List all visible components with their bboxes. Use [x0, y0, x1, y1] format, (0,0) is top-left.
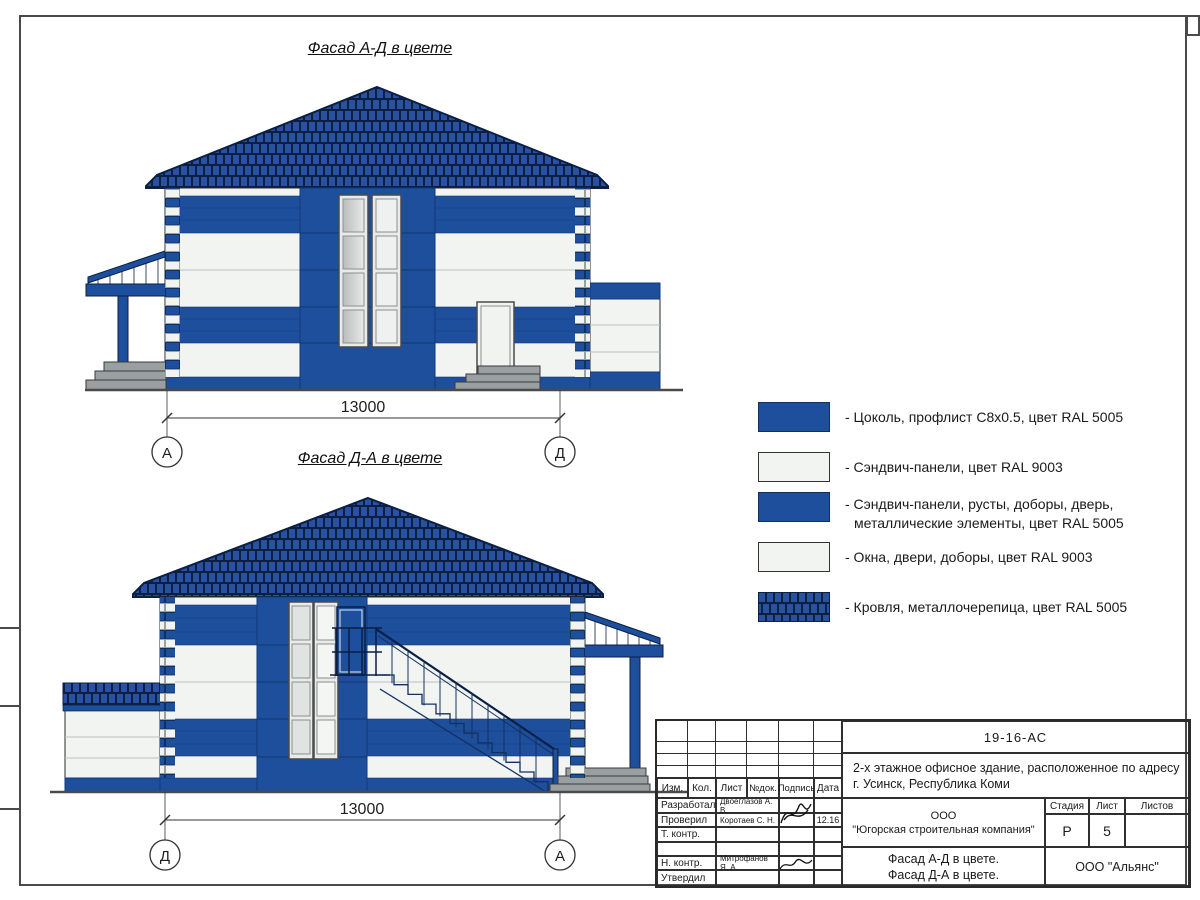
facade1-rusts-left	[165, 188, 180, 377]
legend-label: - Кровля, металлочерепица, цвет RAL 5005	[845, 599, 1128, 615]
facade1-drawing	[75, 75, 690, 475]
col-header-podpis: Подпись	[779, 778, 814, 798]
stage-label: Стадия	[1045, 798, 1089, 814]
legend-label: - Окна, двери, доборы, цвет RAL 9003	[845, 549, 1093, 565]
svg-text:Д: Д	[554, 445, 566, 462]
col-header-list: Лист	[716, 778, 747, 798]
facade2-axis-left	[150, 840, 180, 870]
sig-cell	[779, 827, 814, 842]
sig-cell	[779, 870, 814, 886]
legend-swatch-white	[758, 452, 830, 482]
role-utverdil: Утвердил	[657, 870, 716, 886]
col-header-data: Дата	[814, 778, 842, 798]
date-cell	[814, 870, 842, 886]
facade1-roof	[146, 87, 608, 188]
description-line2: г. Усинск, Республика Коми	[853, 776, 1010, 791]
role-razrabotal: Разработал	[657, 798, 716, 813]
signature-scrawl	[778, 798, 815, 828]
legend-item	[758, 492, 1178, 536]
name-proveril: Коротаев С. Н.	[716, 813, 779, 827]
facade2-rusts-right	[570, 597, 585, 778]
legend-label-line2: металлические элементы, цвет RAL 5005	[854, 515, 1124, 531]
date-cell	[814, 842, 842, 856]
legend-swatch-roof-pattern	[758, 592, 830, 622]
svg-text:А: А	[161, 445, 173, 462]
legend-label: - Цоколь, профлист С8х0.5, цвет RAL 5005	[845, 409, 1124, 425]
sig-cell	[779, 842, 814, 856]
legend-swatch-white	[758, 542, 830, 572]
facade1-porch	[86, 251, 170, 390]
facade2-dimension-label: 13000	[339, 801, 385, 818]
date-cell	[814, 827, 842, 842]
col-header-ndok: №док.	[747, 778, 779, 798]
company-line2: "Югорская строительная компания"	[852, 823, 1035, 836]
title-block	[655, 719, 1191, 888]
legend-item	[758, 452, 1178, 482]
subject-line1: Фасад А-Д в цвете.	[887, 851, 1000, 866]
legend-label: - Сэндвич-панели, русты, доборы, дверь,	[845, 496, 1114, 512]
facade1-rusts-right	[575, 188, 590, 377]
legend-swatch-blue	[758, 492, 830, 522]
legend-label: - Сэндвич-панели, цвет RAL 9003	[845, 459, 1063, 475]
name-cell	[716, 827, 779, 842]
facade1-axis-right	[545, 437, 575, 467]
col-header-kol: Кол.	[688, 778, 716, 798]
subject-line2: Фасад Д-А в цвете.	[887, 867, 1000, 882]
col-header-izm: Изм.	[657, 778, 688, 798]
legend-item	[758, 592, 1178, 622]
facade1-window-left	[339, 195, 368, 347]
sheets-value	[1125, 814, 1189, 847]
facade2-roof	[133, 498, 603, 597]
facade2-title: Фасад Д-А в цвете	[297, 450, 443, 467]
revision-grid	[657, 721, 842, 778]
contractor-company: ООО "Альянс"	[1045, 847, 1189, 886]
signature-scrawl	[778, 857, 815, 872]
svg-text:А: А	[554, 848, 566, 865]
facade2-annex	[63, 683, 162, 792]
facade1-dimension-label: 13000	[340, 399, 386, 416]
facade2-window-right	[314, 602, 338, 759]
legend-item	[758, 402, 1178, 432]
sheet-value: 5	[1089, 814, 1125, 847]
facade1-axis-left	[152, 437, 182, 467]
date-proveril: 12.16	[814, 813, 842, 827]
facade1-title: Фасад А-Д в цвете	[307, 40, 453, 57]
left-margin-tick	[0, 627, 19, 629]
date-cell	[814, 856, 842, 870]
role-t-kontr: Т. контр.	[657, 827, 716, 842]
role-proveril: Проверил	[657, 813, 716, 827]
company-line1: ООО	[930, 809, 957, 822]
name-n-kontr: Митрофанов Я. А.	[716, 856, 779, 870]
facade1-annex	[590, 283, 660, 390]
stage-value: Р	[1045, 814, 1089, 847]
sheets-label: Листов	[1125, 798, 1189, 814]
facade2-stair-door	[337, 607, 365, 675]
sheet-label: Лист	[1089, 798, 1125, 814]
top-right-stamp-box	[1186, 15, 1200, 36]
left-margin-tick	[0, 705, 19, 707]
date-cell	[814, 798, 842, 813]
name-razrabotal: Двоеглазов А. В.	[716, 798, 779, 813]
legend-item	[758, 542, 1178, 572]
facade2-wall	[160, 597, 585, 792]
facade1-window-right	[372, 195, 401, 347]
facade2-rusts-left	[160, 597, 175, 778]
design-company	[842, 798, 1045, 847]
facade2-drawing	[40, 480, 690, 892]
facade2-axis-right	[545, 840, 575, 870]
project-description	[842, 753, 1189, 798]
sheet-subject	[842, 847, 1045, 886]
facade2-window-left	[289, 602, 313, 759]
description-line1: 2-х этажное офисное здание, расположенное по адресу	[853, 760, 1180, 775]
svg-text:Д: Д	[159, 848, 171, 865]
role-n-kontr: Н. контр.	[657, 856, 716, 870]
name-cell	[716, 870, 779, 886]
legend-swatch-blue	[758, 402, 830, 432]
role-empty	[657, 842, 716, 856]
left-margin-tick	[0, 808, 19, 810]
doc-number: 19-16-АС	[842, 721, 1189, 753]
